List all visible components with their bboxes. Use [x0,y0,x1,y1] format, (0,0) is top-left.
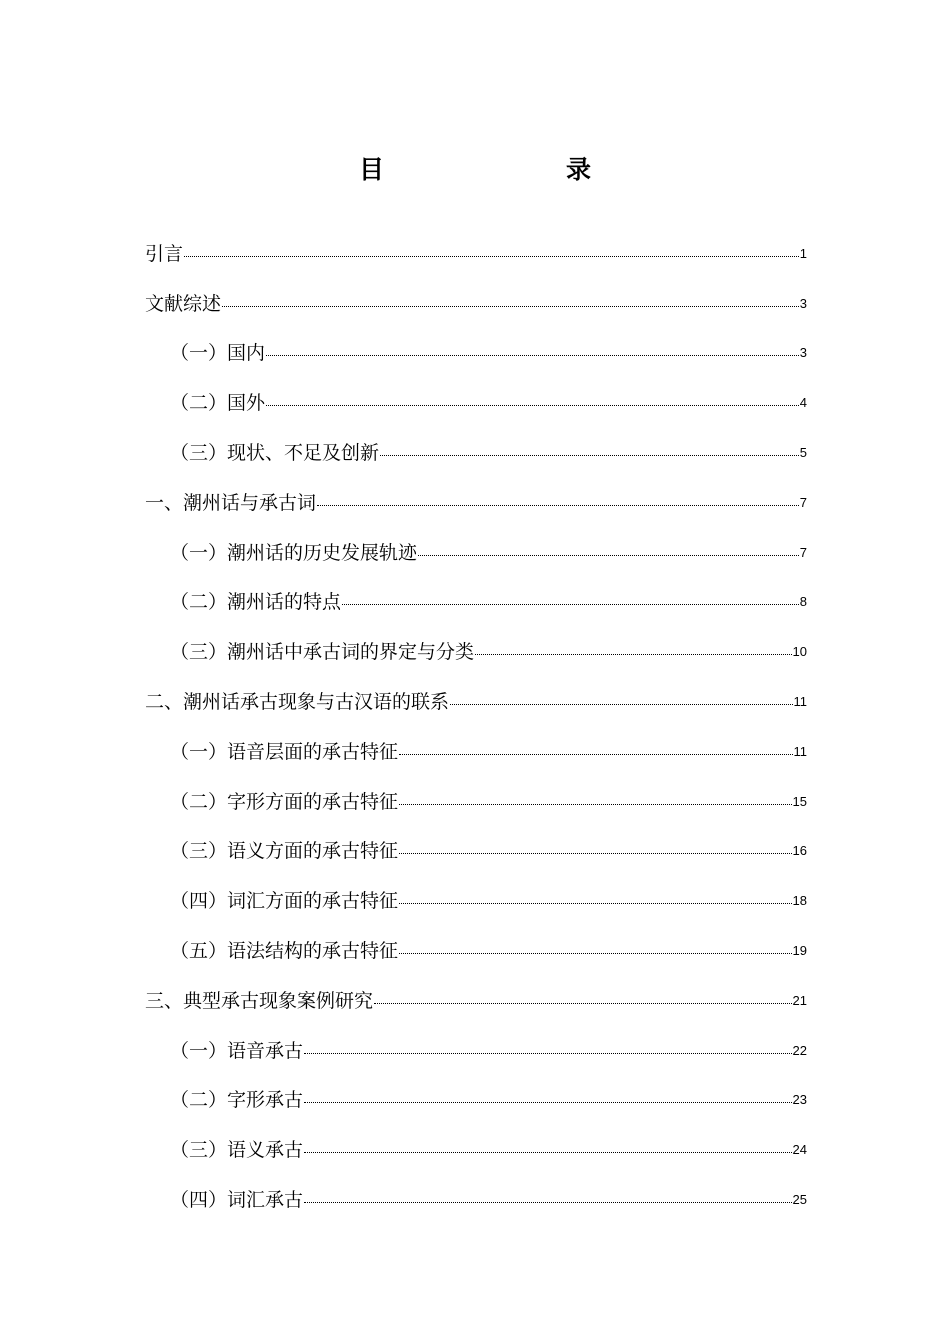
toc-page-number: 21 [792,992,807,1008]
toc-entry-label: （三）潮州话中承古词的界定与分类 [170,641,475,664]
toc-page-number: 1 [799,245,807,261]
toc-page-number: 4 [799,395,807,411]
toc-dot-leader [399,754,792,755]
toc-dot-leader [374,1003,792,1004]
toc-page-number: 19 [792,942,807,958]
toc-page-number: 24 [792,1142,807,1158]
toc-entry[interactable] [145,1019,807,1069]
toc-entry[interactable] [145,820,807,870]
toc-entry[interactable] [145,421,807,471]
toc-entry-label: 三、典型承古现象案例研究 [145,989,374,1012]
toc-page-number: 7 [799,494,807,510]
toc-dot-leader [399,903,792,904]
toc-entry[interactable] [145,222,807,272]
toc-entry[interactable] [145,521,807,571]
toc-page-number: 8 [799,594,807,610]
toc-entry-label: （二）字形方面的承古特征 [170,790,399,813]
toc-entry[interactable] [145,322,807,372]
toc-entry[interactable] [145,620,807,670]
toc-entry-label: （二）国外 [170,392,266,415]
toc-dot-leader [266,405,799,406]
toc-entry-label: （一）潮州话的历史发展轨迹 [170,541,418,564]
toc-page-number: 15 [792,793,807,809]
toc-entry[interactable] [145,1118,807,1168]
toc-dot-leader [304,1053,792,1054]
toc-entry[interactable] [145,571,807,621]
toc-page-number: 22 [792,1042,807,1058]
toc-dot-leader [399,804,792,805]
toc-entry-label: （五）语法结构的承古特征 [170,939,399,962]
toc-dot-leader [317,505,799,506]
page-title: 目 录 [358,155,635,184]
table-of-contents [145,222,807,1218]
toc-entry[interactable] [145,1069,807,1119]
toc-page-number: 25 [792,1191,807,1207]
toc-page-number: 3 [799,295,807,311]
toc-dot-leader [380,455,799,456]
toc-page-number: 10 [792,644,807,660]
toc-dot-leader [184,256,799,257]
toc-dot-leader [399,853,792,854]
toc-entry[interactable] [145,371,807,421]
toc-entry-label: （三）现状、不足及创新 [170,441,380,464]
toc-entry-label: （四）词汇方面的承古特征 [170,890,399,913]
toc-entry-label: （一）语音层面的承古特征 [170,740,399,763]
toc-page-number: 5 [799,444,807,460]
toc-page-number: 11 [793,693,807,709]
toc-dot-leader [342,604,799,605]
toc-page-number: 11 [793,743,807,759]
toc-dot-leader [418,555,799,556]
toc-page-number: 23 [792,1092,807,1108]
toc-dot-leader [304,1202,792,1203]
toc-entry-label: 引言 [145,242,184,265]
toc-page-number: 7 [799,544,807,560]
toc-entry[interactable] [145,770,807,820]
toc-entry-label: 文献综述 [145,292,222,315]
toc-entry-label: （二）潮州话的特点 [170,591,342,614]
toc-entry[interactable] [145,670,807,720]
toc-page-number: 16 [792,843,807,859]
toc-entry-label: （二）字形承古 [170,1089,304,1112]
toc-entry-label: （一）国内 [170,342,266,365]
toc-entry[interactable] [145,969,807,1019]
toc-entry-label: （三）语义承古 [170,1139,304,1162]
toc-entry[interactable] [145,919,807,969]
toc-dot-leader [304,1152,792,1153]
toc-dot-leader [266,355,799,356]
toc-entry-label: （四）词汇承古 [170,1188,304,1211]
toc-dot-leader [475,654,792,655]
toc-page-number: 18 [792,893,807,909]
toc-entry[interactable] [145,720,807,770]
toc-entry-label: 二、潮州话承古现象与古汉语的联系 [145,690,450,713]
toc-dot-leader [399,953,792,954]
toc-entry-label: （一）语音承古 [170,1039,304,1062]
toc-page-number: 3 [799,345,807,361]
toc-dot-leader [450,704,792,705]
toc-entry[interactable] [145,471,807,521]
toc-dot-leader [222,306,799,307]
toc-entry-label: （三）语义方面的承古特征 [170,840,399,863]
toc-dot-leader [304,1102,792,1103]
toc-entry[interactable] [145,1168,807,1218]
toc-entry-label: 一、潮州话与承古词 [145,491,317,514]
toc-entry[interactable] [145,272,807,322]
toc-entry[interactable] [145,869,807,919]
